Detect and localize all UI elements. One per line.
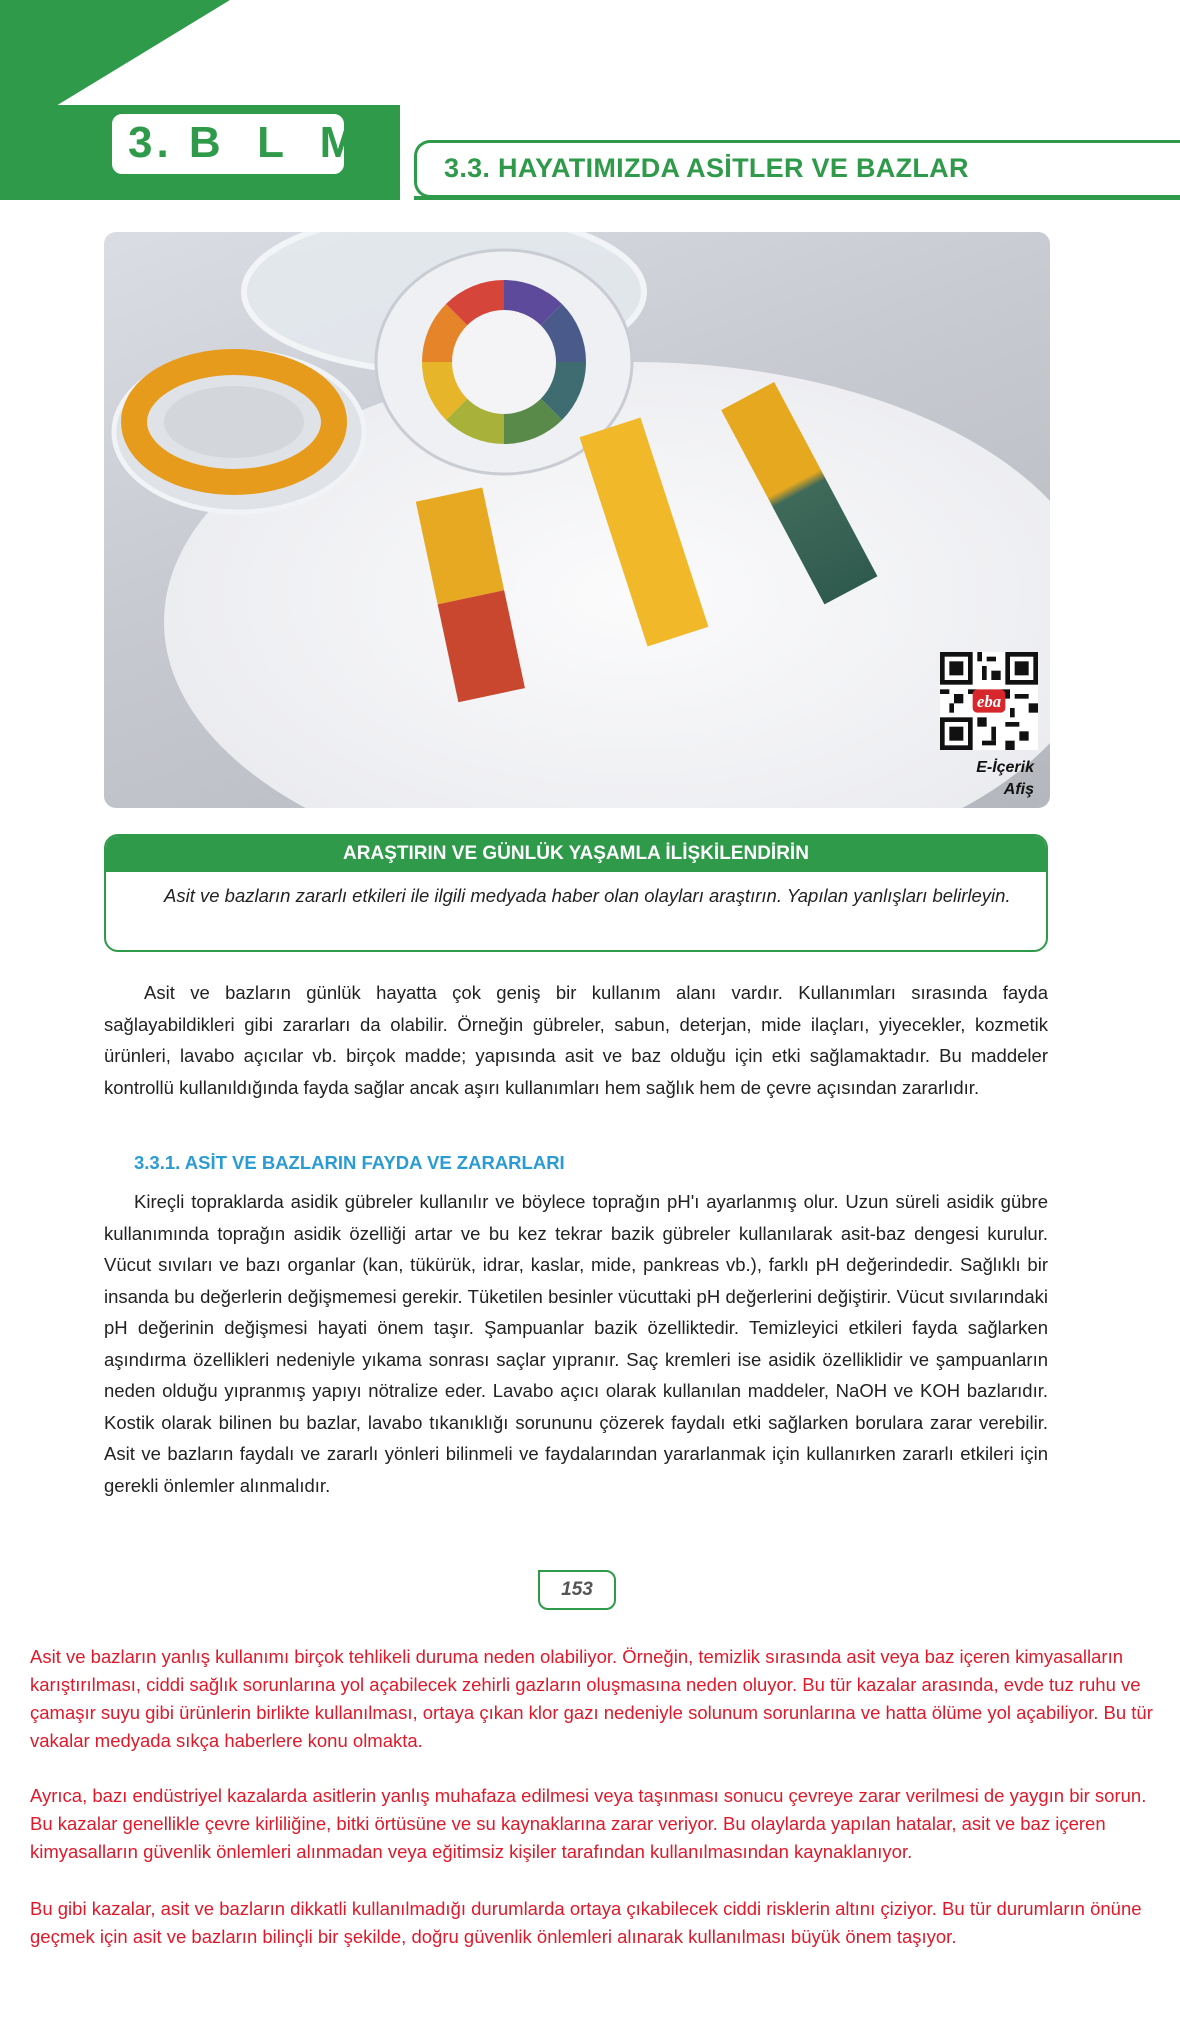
svg-text:eba: eba bbox=[976, 692, 1002, 712]
subsection-body-block bbox=[104, 1186, 1048, 1501]
qr-caption-line2: Afiş bbox=[1003, 781, 1034, 798]
intro-paragraph: Asit ve bazların günlük hayatta çok geniş bir kullanım alanı vardır. Kullanımları sırasında fayda sağlayabildikleri gibi zararları da olabilir. Örneğin gübreler, sabun, deterjan, mide ilaçları, yiyecekler, kozmetik ürünleri, lavabo açıcılar vb. birçok madde; yapısında asit ve baz olduğu için etki sağlamaktadır. Bu maddeler kontrollü kullanıldığında fayda sağlar ancak aşırı kullanımları hem sağlık hem de çevre açısından zararlıdır. bbox=[104, 982, 1048, 1098]
section-title: 3.3. HAYATIMIZDA ASİTLER VE BAZLAR bbox=[444, 153, 969, 183]
qr-caption-line1: E-İçerik bbox=[976, 759, 1034, 776]
unit-label: 3. B L M bbox=[128, 118, 361, 167]
activity-box bbox=[104, 834, 1048, 952]
answer-paragraph-2: Ayrıca, bazı endüstriyel kazalarda asitlerin yanlış muhafaza edilmesi veya taşınması sonucu çevreye zarar verilmesi de yaygın bir sorun. Bu kazalar genellikle çevre kirliliğine, bitki örtüsüne ve su kaynaklarına zarar veriyor. Bu olaylarda yapılan hatalar, asit ve baz içeren kimyasalların güvenlik önlemleri alınmadan veya eğitimsiz kişiler tarafından kullanılmasından kaynaklanıyor. bbox=[30, 1785, 1147, 1862]
activity-heading: ARAŞTIRIN VE GÜNLÜK YAŞAMLA İLİŞKİLENDİRİN bbox=[106, 836, 1046, 872]
subsection-body: Kireçli topraklarda asidik gübreler kullanılır ve böylece toprağın pH'ı ayarlanmış olur. Uzun süreli asidik gübre kullanımında toprağın asidik özelliği artar ve bu kez tekrar bazik gübreler kullanılarak asit-baz dengesi kurulur. Vücut sıvıları ve bazı organlar (kan, tükürük, idrar, kaslar, mide, pankreas vb.), farklı pH değerindedir. Sağlıklı bir insanda bu değerlerin değişmemesi gerekir. Tüketilen besinler vücuttaki pH değerlerini değiştirir. Vücut sıvılarındaki pH değerinin değişmesi hayati önem taşır. Şampuanlar bazik özelliktedir. Temizleyici etkileri fayda sağlarken aşındırma özellikleri nedeniyle yıkama sonrası saçlar yıpranır. Saç kremleri ise asidik özelliklidir ve şampuanların neden olduğu yıpranmış yapıyı nötralize eder. Lavabo açıcı olarak kullanılan maddeler, NaOH ve KOH bazlarıdır. Kostik olarak bilinen bu bazlar, lavabo tıkanıklığı sorununu çözerek faydalı etki sağlarken borulara zarar verebilir. Asit ve bazların faydalı ve zararlı yönleri bilinmeli ve faydalarından yararlanmak için kullanırken zararlı etkileri için gerekli önlemler alınmalıdır. bbox=[104, 1191, 1048, 1496]
ph-indicator-photo bbox=[104, 232, 1050, 808]
subsection-heading: 3.3.1. ASİT VE BAZLARIN FAYDA VE ZARARLARI bbox=[134, 1152, 565, 1173]
answer-paragraph-3: Bu gibi kazalar, asit ve bazların dikkatli kullanılmadığı durumlarda ortaya çıkabilecek ciddi risklerin altını çiziyor. Bu tür durumların önüne geçmek için asit ve bazların bilinçli bir şekilde, doğru güvenlik önlemleri alınarak kullanılması büyük önem taşıyor. bbox=[30, 1898, 1142, 1947]
answer-paragraph-1: Asit ve bazların yanlış kullanımı birçok tehlikeli duruma neden olabiliyor. Örneğin, temizlik sırasında asit veya baz içeren kimyasalların karıştırılması, ciddi sağlık sorunlarına yol açabilecek zehirli gazların oluşmasına neden oluyor. Bu tür kazalar arasında, evde tuz ruhu ve çamaşır suyu gibi ürünlerin birlikte kullanılması, ortaya çıkan klor gazı nedeniyle solunum sorunlarına ve hatta ölüme yol açabiliyor. Bu tür vakalar medyada sıkça haberlere konu olmakta. bbox=[30, 1646, 1153, 1751]
activity-text-block bbox=[106, 872, 1046, 912]
qr-code-icon[interactable] bbox=[940, 652, 1038, 750]
photo-illustration bbox=[104, 232, 1050, 808]
intro-paragraph-block bbox=[104, 977, 1048, 1103]
page-number: 153 bbox=[538, 1570, 616, 1610]
qr-caption bbox=[930, 757, 1034, 801]
activity-text: Asit ve bazların zararlı etkileri ile ilgili medyada haber olan olayları araştırın. Yapılan yanlışları belirleyin. bbox=[164, 885, 1011, 906]
section-title-underline bbox=[414, 196, 1180, 200]
